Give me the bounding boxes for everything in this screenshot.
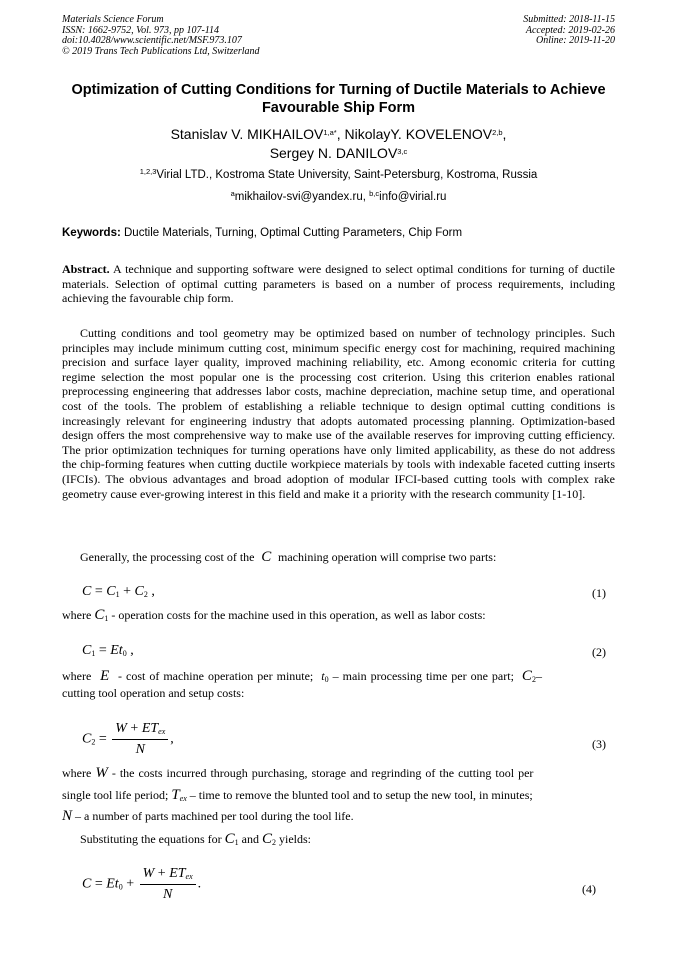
abstract xyxy=(62,262,615,306)
symbol-C2: C xyxy=(521,668,532,684)
author-2-sup: 2,b xyxy=(492,128,503,137)
where-2-b: – main processing time per one part; xyxy=(332,669,514,683)
where-3-post: - the costs incurred through purchasing, storage and regrinding of the cutting tool per xyxy=(111,766,534,780)
symbol-C1: C xyxy=(94,607,105,623)
email-2: info@virial.ru xyxy=(379,191,447,203)
processing-cost-pre: Generally, the processing cost of the xyxy=(80,550,255,564)
subst-pre: Substituting the equations for xyxy=(80,832,222,846)
abstract-label: Abstract. xyxy=(62,262,110,276)
where-2-cont: cutting tool operation and setup costs: xyxy=(62,686,245,700)
paper-title: Optimization of Cutting Conditions for Turning of Ductile Materials to Achieve Favourable Ship Form xyxy=(71,82,606,116)
journal-info xyxy=(62,15,260,57)
equation-3-number: (3) xyxy=(592,737,606,751)
abstract-text: A technique and supporting software were designed to select optimal conditions for turning of ductile materials. Selection of optimal cutting parameters is based on a number of process requirements, including achieving the favourable chip form. xyxy=(62,262,615,306)
where-1-pre: where xyxy=(62,608,92,622)
email-2-sup: b,c xyxy=(369,189,380,198)
email-1: mikhailov-svi@yandex.ru, xyxy=(234,191,366,203)
symbol-Tex: T xyxy=(171,787,180,803)
issn: ISSN: 1662-9752, Vol. 973, pp 107-114 xyxy=(62,24,220,36)
subst-and: and xyxy=(241,832,259,846)
author-1-sup: 1,a* xyxy=(323,128,337,137)
where-3-line-3 xyxy=(62,809,615,824)
equation-2-number: (2) xyxy=(592,645,606,659)
keywords-label: Keywords: xyxy=(62,227,121,239)
intro-paragraph: Cutting conditions and tool geometry may be optimized based on number of technology principles. Such principles may include minimum cutting cost, minimum specific energy cost for machining, required machining precision and surface layer quality, improved machining reliability, etc. Among economic criteria for cutting regime selection the most popular one is the processing cost criterion. Using this criterion enables rational preprocessing engineering that addresses labor costs, machine depreciation, machine setup time, and operational cost of the tools. The problem of establishing a reliable technique to design optimal cutting conditions is increasingly relevant for engineering industry that adopts automated processing planning. Optimization-based design offers the most comprehensive way to make use of the available reserves for improving cutting efficiency. The prior optimization techniques for turning operations have only limited applicability, as these do not address the chip-forming features when cutting ductile workpiece materials by tools with indexable faceted cutting inserts (IFCIs). The obvious advantages and broad adoption of modular IFCI-based cutting tools with complex rake geometry cause ever-growing interest in this field and make it a priority with the research community [1-10]. xyxy=(62,326,615,501)
affiliation xyxy=(62,168,615,182)
email-1-sup: a xyxy=(230,189,235,198)
doi: doi:10.4028/www.scientific.net/MSF.973.107 xyxy=(62,35,242,46)
equation-3-fraction: $\frac{W + ET_{ex}}{N}$ xyxy=(112,721,168,758)
online-date: Online: 2019-11-20 xyxy=(536,35,615,46)
equation-4-number: (4) xyxy=(582,882,596,896)
substituting-line: Substituting the equations for $C_1$ and $C_2$ yields: xyxy=(80,831,312,847)
symbol-E: E xyxy=(95,668,114,684)
processing-cost-post: machining operation will comprise two parts: xyxy=(278,550,497,564)
author-emails xyxy=(62,190,615,204)
symbol-W: W xyxy=(95,765,108,781)
affiliation-sup: 1,2,3 xyxy=(139,167,157,176)
where-3-d: – a number of parts machined per tool during the tool life. xyxy=(75,809,354,823)
symbol-C1-b: C xyxy=(224,831,235,847)
equation-3: $C_2$ = $\frac{W + ET_{ex}}{N}$ , xyxy=(82,721,174,757)
equation-1: $C = C_1 + C_2$ , xyxy=(82,584,155,599)
where-3-pre: where xyxy=(62,766,92,780)
where-3-c: – time to remove the blunted tool and to setup the new tool, in minutes; xyxy=(189,788,533,802)
accepted-date: Accepted: 2019-02-26 xyxy=(525,24,615,36)
keywords xyxy=(62,226,615,240)
author-3: Sergey N. DANILOV xyxy=(269,145,398,161)
where-2-c: – xyxy=(535,669,542,683)
author-3-sup: 3,c xyxy=(397,147,408,156)
symbol-C2-b: C xyxy=(262,831,273,847)
equation-4: $C = Et_0$ + $\frac{W + ET_{ex}}{N}$ . xyxy=(82,866,202,902)
where-3-line xyxy=(62,766,615,781)
symbol-t0: t xyxy=(321,669,325,683)
where-3-b: single tool life period; xyxy=(62,788,169,802)
author-1: Stanislav V. MIKHAILOV xyxy=(170,126,324,142)
where-2-pre: where xyxy=(62,669,92,683)
publication-dates xyxy=(523,15,615,47)
submitted-date: Submitted: 2018-11-15 xyxy=(523,14,615,25)
where-2-a: - cost of machine operation per minute; xyxy=(118,669,314,683)
subst-post: yields: xyxy=(279,832,312,846)
where-1-line: where $C_1$ - operation costs for the machine used in this operation, as well as labor costs: xyxy=(62,607,486,623)
equation-4-fraction: $\frac{W + ET_{ex}}{N}$ xyxy=(140,866,196,903)
symbol-N: N xyxy=(62,808,73,824)
author-2: NikolayY. KOVELENOV xyxy=(344,126,493,142)
symbol-C: C xyxy=(257,549,276,565)
copyright: © 2019 Trans Tech Publications Ltd, Switzerland xyxy=(62,45,260,57)
where-2-line: where E - cost of machine operation per minute; $t_0$ – main processing time per one part; $C_2-$ xyxy=(62,668,542,684)
journal-name: Materials Science Forum xyxy=(62,14,164,25)
equation-1-number: (1) xyxy=(592,586,606,600)
equation-2: $C_1 = Et_0$ , xyxy=(82,643,134,658)
where-1-post: - operation costs for the machine used in this operation, as well as labor costs: xyxy=(111,608,486,622)
keywords-text: Ductile Materials, Turning, Optimal Cutting Parameters, Chip Form xyxy=(124,227,463,239)
author-list: Stanislav V. $MIKHAILOV^{1,a*}$, NikolayY. KOVELENOV$^{2,b}$, Sergey N. DANILOV$^{3,c}$ xyxy=(170,126,507,161)
where-3-line-2: single tool life period; $T_{ex}$ – time to remove the blunted tool and to setup the new tool, in minutes; xyxy=(62,787,533,803)
processing-cost-line xyxy=(80,550,615,565)
affiliation-text: Virial LTD., Kostroma State University, Saint-Petersburg, Kostroma, Russia xyxy=(156,169,538,181)
